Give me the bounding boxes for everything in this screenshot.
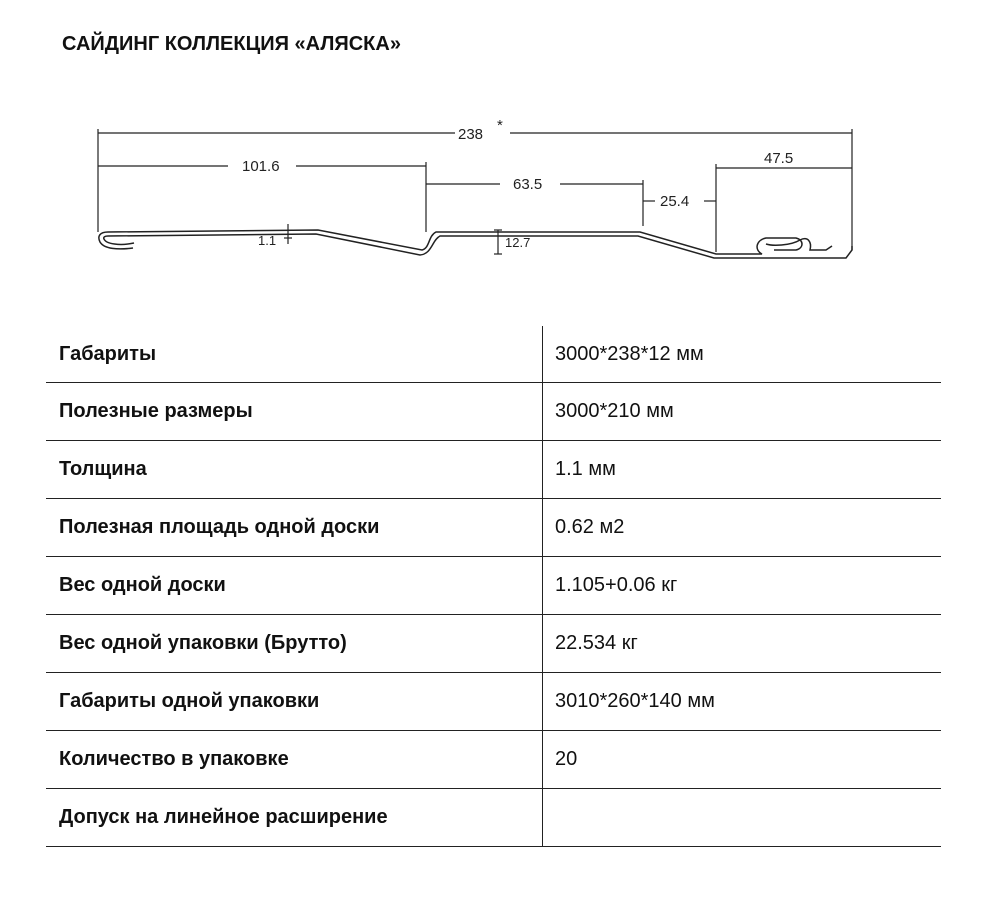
- spec-value: 3010*260*140 мм: [543, 673, 942, 731]
- profile-outline: [99, 230, 852, 258]
- table-row: [46, 731, 941, 789]
- spec-label: Габариты одной упаковки: [46, 673, 543, 731]
- page-title: САЙДИНГ КОЛЛЕКЦИЯ «АЛЯСКА»: [62, 33, 401, 55]
- siding-profile-drawing: [0, 0, 997, 300]
- spec-value: [543, 789, 942, 847]
- table-row: [46, 673, 941, 731]
- spec-label: Полезные размеры: [46, 383, 543, 441]
- spec-value: 3000*210 мм: [543, 383, 942, 441]
- dimension-overall-mark: *: [497, 117, 503, 134]
- table-row: [46, 615, 941, 673]
- spec-label: Габариты: [46, 326, 543, 383]
- table-row: [46, 383, 941, 441]
- dimension-right-panel: 47.5: [764, 150, 794, 167]
- spec-value: 1.1 мм: [543, 441, 942, 499]
- table-row: [46, 789, 941, 847]
- spec-label: Вес одной упаковки (Брутто): [46, 615, 543, 673]
- table-row: [46, 557, 941, 615]
- dimension-left-panel: 101.6: [242, 158, 280, 175]
- spec-label: Толщина: [46, 441, 543, 499]
- spec-label: Допуск на линейное расширение: [46, 789, 543, 847]
- specs-table: [46, 326, 941, 847]
- dimension-overall: 238: [458, 126, 484, 143]
- spec-label: Полезная площадь одной доски: [46, 499, 543, 557]
- spec-value: 3000*238*12 мм: [543, 326, 942, 383]
- dimension-step: 25.4: [660, 193, 690, 210]
- table-row: [46, 441, 941, 499]
- spec-value: 20: [543, 731, 942, 789]
- table-row: [46, 499, 941, 557]
- spec-label: Вес одной доски: [46, 557, 543, 615]
- spec-value: 0.62 м2: [543, 499, 942, 557]
- table-row: [46, 326, 941, 383]
- spec-label: Количество в упаковке: [46, 731, 543, 789]
- dimension-thickness: 1.1: [258, 233, 277, 248]
- dimension-middle-panel: 63.5: [513, 176, 543, 193]
- dimension-depth: 12.7: [505, 235, 531, 250]
- spec-value: 1.105+0.06 кг: [543, 557, 942, 615]
- spec-value: 22.534 кг: [543, 615, 942, 673]
